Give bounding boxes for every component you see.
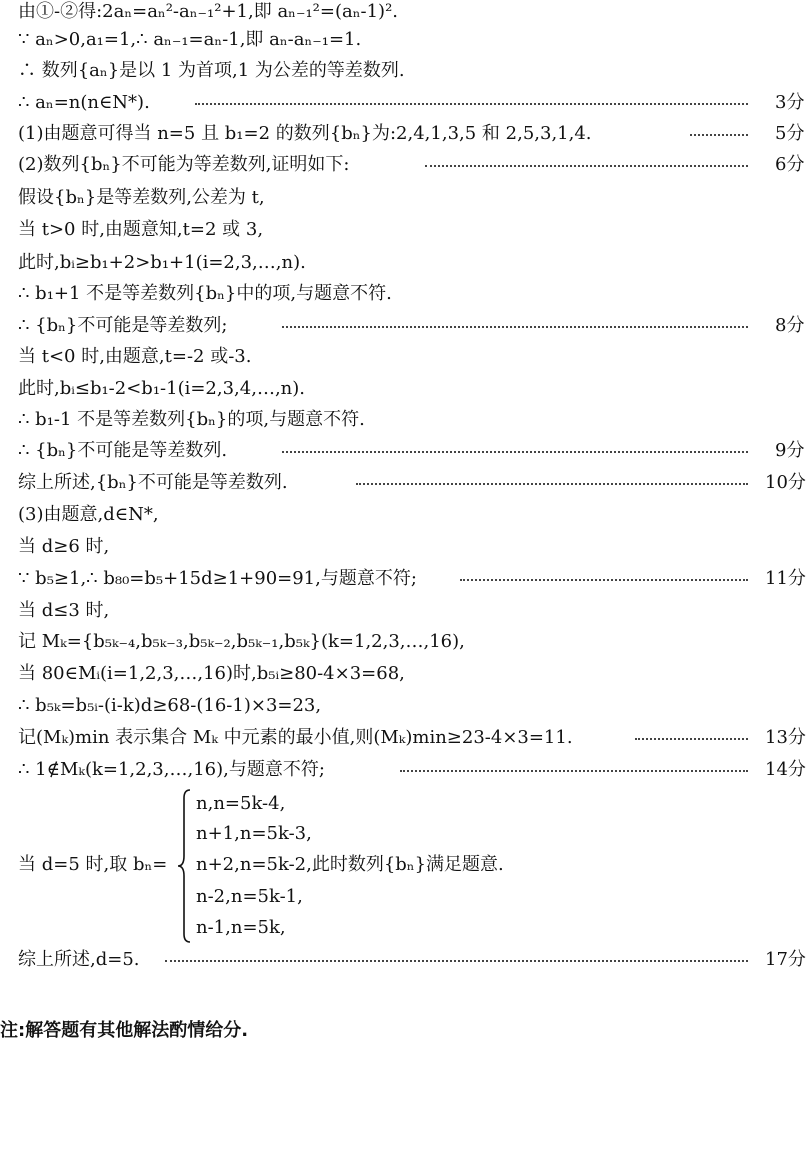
line-22: 当 80∈Mᵢ(i=1,2,3,…,16)时,b₅ᵢ≥80-4×3=68, <box>18 663 405 684</box>
line-13: 此时,bᵢ≤b₁-2<b₁-1(i=2,3,4,…,n). <box>18 378 306 399</box>
score-label: 11分 <box>765 568 806 589</box>
line-20: 当 d≤3 时, <box>18 600 110 621</box>
left-brace <box>176 788 192 944</box>
piecewise-case-2: n+1,n=5k-3, <box>196 823 312 844</box>
score-label: 10分 <box>765 472 806 493</box>
dot-leader <box>356 483 748 485</box>
line-17: (3)由题意,d∈N*, <box>18 504 159 525</box>
line-24: 记(Mₖ)min 表示集合 Mₖ 中元素的最小值,则(Mₖ)min≥23-4×3=11. <box>18 727 573 748</box>
score-row-6 <box>0 153 805 177</box>
score-row-13 <box>0 726 806 750</box>
line-23: ∴ b₅ₖ=b₅ᵢ-(i-k)d≥68-(16-1)×3=23, <box>18 695 322 716</box>
grading-note: 注:解答题有其他解法酌情给分. <box>0 1020 249 1041</box>
score-row-9 <box>0 439 805 463</box>
line-10: ∴ b₁+1 不是等差数列{bₙ}中的项,与题意不符. <box>18 283 392 304</box>
score-row-11 <box>0 567 806 591</box>
score-label: 5分 <box>775 123 805 144</box>
line-9: 此时,bᵢ≥b₁+2>b₁+1(i=2,3,…,n). <box>18 252 306 273</box>
line-15: ∴ {bₙ}不可能是等差数列. <box>18 440 228 461</box>
piecewise-case-1: n,n=5k-4, <box>196 793 286 814</box>
score-label: 9分 <box>775 440 805 461</box>
score-label: 13分 <box>765 727 806 748</box>
line-2: ∵ aₙ>0,a₁=1,∴ aₙ₋₁=aₙ-1,即 aₙ-aₙ₋₁=1. <box>18 29 362 50</box>
score-label: 6分 <box>775 154 805 175</box>
line-21: 记 Mₖ={b₅ₖ₋₄,b₅ₖ₋₃,b₅ₖ₋₂,b₅ₖ₋₁,b₅ₖ}(k=1,2,3,…,16), <box>18 631 465 652</box>
score-row-14 <box>0 758 806 782</box>
line-7: 假设{bₙ}是等差数列,公差为 t, <box>18 187 265 208</box>
score-row-10 <box>0 471 806 495</box>
piecewise-label: 当 d=5 时,取 bₙ= <box>18 854 168 875</box>
line-12: 当 t<0 时,由题意,t=-2 或-3. <box>18 346 252 367</box>
conclusion-line: 综上所述,d=5. <box>18 949 140 970</box>
score-row-3 <box>0 91 805 115</box>
line-19: ∵ b₅≥1,∴ b₈₀=b₅+15d≥1+90=91,与题意不符; <box>18 568 417 589</box>
dot-leader <box>400 770 748 772</box>
line-5: (1)由题意可得当 n=5 且 b₁=2 的数列{bₙ}为:2,4,1,3,5 和 2,5,3,1,4. <box>18 123 592 144</box>
score-row-8 <box>0 314 805 338</box>
score-row-17 <box>0 948 806 972</box>
line-18: 当 d≥6 时, <box>18 536 110 557</box>
line-14: ∴ b₁-1 不是等差数列{bₙ}的项,与题意不符. <box>18 409 365 430</box>
line-6: (2)数列{bₙ}不可能为等差数列,证明如下: <box>18 154 350 175</box>
dot-leader <box>165 960 748 962</box>
dot-leader <box>282 451 748 453</box>
line-3: ∴ 数列{aₙ}是以 1 为首项,1 为公差的等差数列. <box>18 60 405 81</box>
dot-leader <box>635 738 748 740</box>
score-label: 14分 <box>765 759 806 780</box>
score-label: 3分 <box>775 92 805 113</box>
score-label: 17分 <box>765 949 806 970</box>
dot-leader <box>282 326 748 328</box>
piecewise-case-3: n+2,n=5k-2,此时数列{bₙ}满足题意. <box>196 854 504 875</box>
piecewise-case-5: n-1,n=5k, <box>196 917 286 938</box>
dot-leader <box>690 134 748 136</box>
piecewise-case-4: n-2,n=5k-1, <box>196 886 303 907</box>
line-4: ∴ aₙ=n(n∈N*). <box>18 92 150 113</box>
dot-leader <box>195 103 748 105</box>
line-1: 由①-②得:2aₙ=aₙ²-aₙ₋₁²+1,即 aₙ₋₁²=(aₙ-1)². <box>18 1 399 22</box>
line-25: ∴ 1∉Mₖ(k=1,2,3,…,16),与题意不符; <box>18 759 325 780</box>
score-label: 8分 <box>775 315 805 336</box>
dot-leader <box>425 165 748 167</box>
line-11: ∴ {bₙ}不可能是等差数列; <box>18 315 228 336</box>
line-8: 当 t>0 时,由题意知,t=2 或 3, <box>18 219 264 240</box>
line-16: 综上所述,{bₙ}不可能是等差数列. <box>18 472 288 493</box>
score-row-5 <box>0 122 805 146</box>
dot-leader <box>460 579 748 581</box>
